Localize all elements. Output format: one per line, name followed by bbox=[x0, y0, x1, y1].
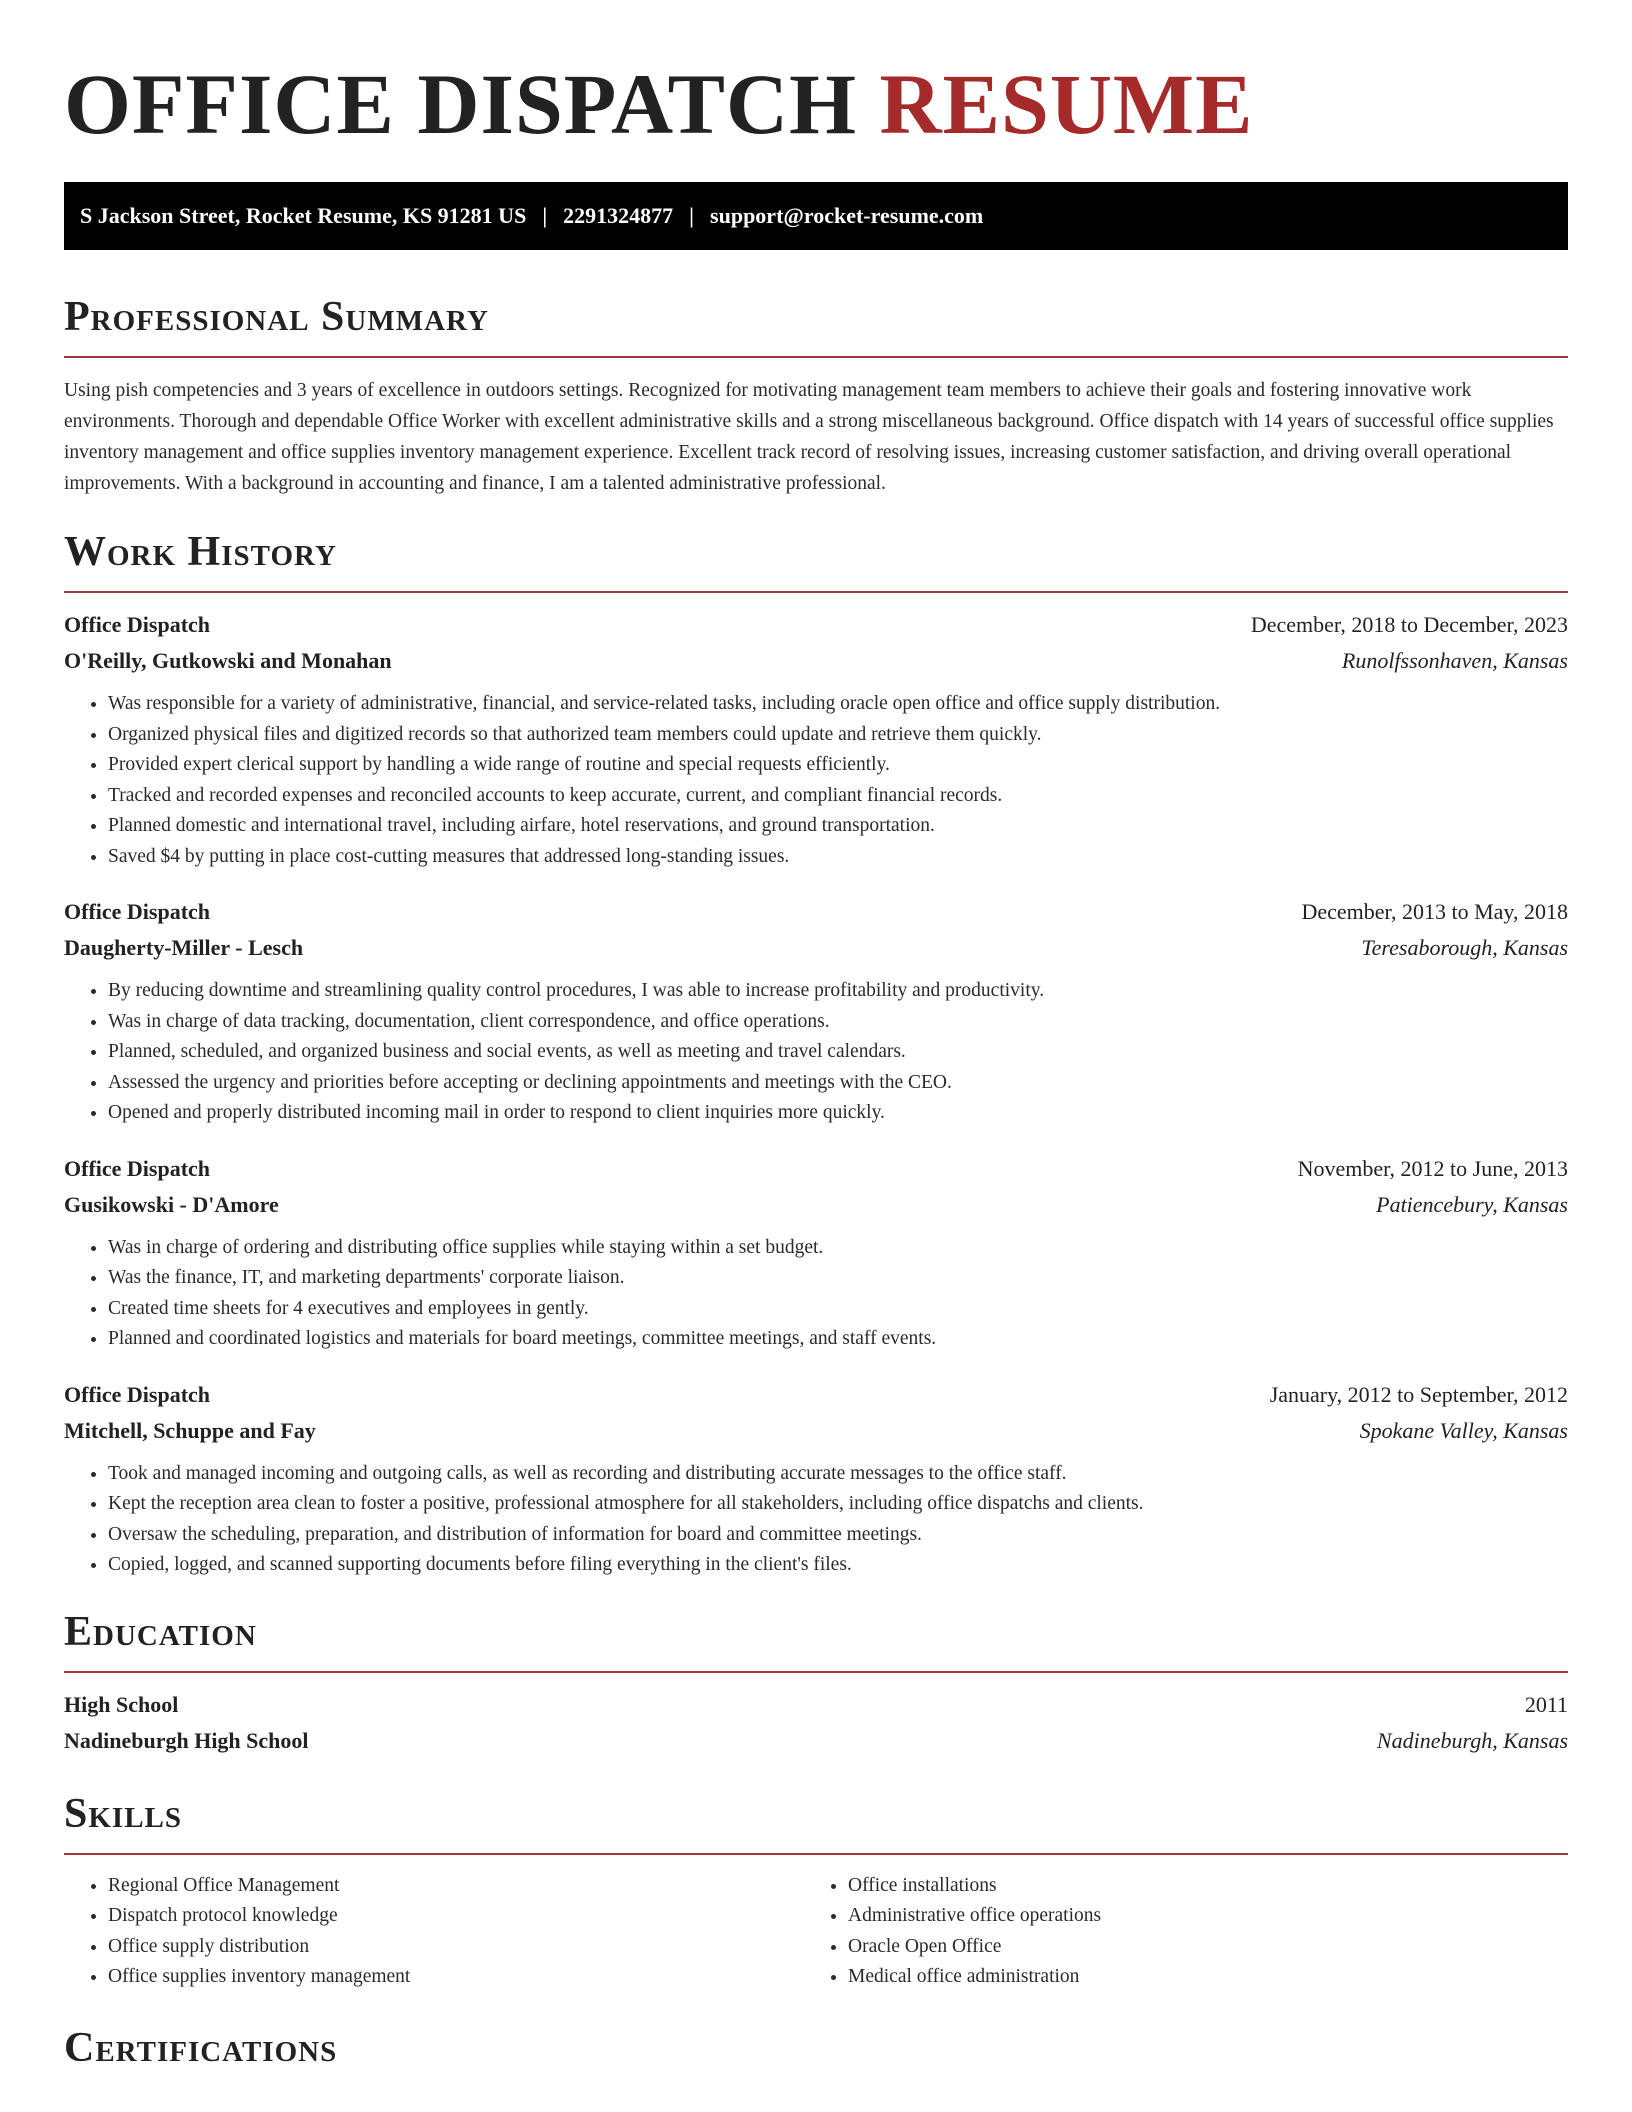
list-item: • Copied, logged, and scanned supporting documents before filing everything in the client's files. bbox=[108, 1550, 1568, 1581]
skills-list-right bbox=[804, 1871, 1544, 1993]
education-row-2 bbox=[64, 1723, 1568, 1759]
list-item: • Planned, scheduled, and organized business and social events, as well as meeting and travel calendars. bbox=[108, 1037, 1568, 1068]
skill-item: • Office installations bbox=[848, 1871, 1544, 1902]
list-item: • Was in charge of ordering and distributing office supplies while staying within a set budget. bbox=[108, 1233, 1568, 1264]
section-title-summary: Professional Summary bbox=[64, 294, 489, 340]
resume-title bbox=[64, 56, 1568, 152]
skill-item: • Administrative office operations bbox=[848, 1901, 1544, 1932]
job-header-row bbox=[64, 1151, 1568, 1187]
section-title-education: Education bbox=[64, 1608, 257, 1655]
section-divider bbox=[64, 591, 1568, 593]
job-dates: December, 2018 to December, 2023 bbox=[1250, 612, 1568, 637]
contact-phone: 2291324877 bbox=[563, 203, 674, 228]
job-company-row bbox=[64, 643, 1568, 679]
job-company: Gusikowski - D'Amore bbox=[64, 1191, 279, 1217]
job-entry bbox=[64, 1377, 1568, 1581]
job-bullets bbox=[64, 976, 1568, 1129]
job-dates: November, 2012 to June, 2013 bbox=[1297, 1155, 1568, 1181]
list-item: • Saved $4 by putting in place cost-cutting measures that addressed long-standing issues. bbox=[108, 842, 1568, 873]
list-item: • Was responsible for a variety of administrative, financial, and service-related tasks, including oracle open office and office supply distribution. bbox=[108, 689, 1568, 720]
education-year: 2011 bbox=[1524, 1691, 1568, 1717]
job-title: Office Dispatch bbox=[64, 1155, 211, 1181]
job-company: Mitchell, Schuppe and Fay bbox=[64, 1417, 316, 1443]
summary-section bbox=[64, 292, 1568, 499]
job-bullets bbox=[64, 1233, 1568, 1355]
list-item: • Oversaw the scheduling, preparation, and distribution of information for board and committee meetings. bbox=[108, 1520, 1568, 1551]
education-location: Nadineburgh, Kansas bbox=[1376, 1727, 1568, 1753]
job-company-row bbox=[64, 1187, 1568, 1223]
summary-text: Using pish competencies and 3 years of excellence in outdoors settings. Recognized for motivating management team members to achieve their goals and fostering innovative work environments. Thorough and dependable Office Worker with excellent administrative skills and a strong miscellaneous background. Office dispatch with 14 years of successful office supplies inventory management and office supplies inventory management experience. Excellent track record of resolving issues, increasing customer satisfaction, and driving overall operational improvements. With a background in accounting and finance, I am a talented administrative professional. bbox=[64, 380, 1554, 494]
education-section bbox=[64, 1607, 1568, 1759]
list-item: • Planned and coordinated logistics and materials for board meetings, committee meetings, and staff events. bbox=[108, 1324, 1568, 1355]
job-title: Office Dispatch bbox=[64, 899, 211, 924]
skills-section bbox=[64, 1789, 1568, 1993]
contact-separator: | bbox=[689, 203, 695, 228]
skill-item: • Medical office administration bbox=[848, 1962, 1544, 1993]
job-bullets bbox=[64, 689, 1568, 872]
skill-item: • Office supplies inventory management bbox=[108, 1962, 804, 1993]
job-header-row bbox=[64, 894, 1568, 930]
education-row-1 bbox=[64, 1687, 1568, 1723]
skill-item: • Regional Office Management bbox=[108, 1871, 804, 1902]
list-item: • Assessed the urgency and priorities before accepting or declining appointments and meetings with the CEO. bbox=[108, 1068, 1568, 1099]
list-item: • Opened and properly distributed incoming mail in order to respond to client inquiries more quickly. bbox=[108, 1098, 1568, 1129]
section-title-certifications: Certifications bbox=[64, 2024, 338, 2071]
job-location: Patiencebury, Kansas bbox=[1376, 1191, 1568, 1217]
section-divider bbox=[64, 1671, 1568, 1673]
job-header-row bbox=[64, 607, 1568, 643]
title-accent: RESUME bbox=[879, 56, 1254, 152]
education-degree: High School bbox=[64, 1691, 179, 1717]
certifications-section bbox=[64, 2023, 1568, 2073]
work-history-section bbox=[64, 527, 1568, 1581]
list-item: • Organized physical files and digitized records so that authorized team members could update and retrieve them quickly. bbox=[108, 720, 1568, 751]
job-header-row bbox=[64, 1377, 1568, 1413]
contact-email: support@rocket-resume.com bbox=[710, 203, 984, 228]
job-title: Office Dispatch bbox=[64, 612, 211, 637]
job-company: O'Reilly, Gutkowski and Monahan bbox=[64, 648, 392, 673]
education-school: Nadineburgh High School bbox=[64, 1727, 309, 1753]
list-item: • Kept the reception area clean to foster a positive, professional atmosphere for all stakeholders, including office dispatchs and clients. bbox=[108, 1489, 1568, 1520]
job-company: Daugherty-Miller - Lesch bbox=[64, 935, 304, 960]
job-company-row bbox=[64, 1413, 1568, 1449]
skills-list-left bbox=[64, 1871, 804, 1993]
job-entry bbox=[64, 607, 1568, 872]
job-list bbox=[64, 607, 1568, 1581]
resume-page bbox=[64, 0, 1568, 2073]
list-item: • Planned domestic and international travel, including airfare, hotel reservations, and ground transportation. bbox=[108, 811, 1568, 842]
list-item: • Was in charge of data tracking, documentation, client correspondence, and office operations. bbox=[108, 1007, 1568, 1038]
education-entry bbox=[64, 1687, 1568, 1759]
list-item: • Took and managed incoming and outgoing calls, as well as recording and distributing accurate messages to the office staff. bbox=[108, 1459, 1568, 1490]
list-item: • Tracked and recorded expenses and reconciled accounts to keep accurate, current, and compliant financial records. bbox=[108, 781, 1568, 812]
contact-separator: | bbox=[542, 203, 548, 228]
list-item: • Created time sheets for 4 executives and employees in gently. bbox=[108, 1294, 1568, 1325]
job-company-row bbox=[64, 930, 1568, 966]
section-divider bbox=[64, 1853, 1568, 1855]
job-dates: December, 2013 to May, 2018 bbox=[1301, 899, 1568, 924]
job-location: Teresaborough, Kansas bbox=[1361, 935, 1568, 960]
section-title-skills: Skills bbox=[64, 1790, 183, 1837]
job-title: Office Dispatch bbox=[64, 1381, 211, 1407]
skill-item: • Office supply distribution bbox=[108, 1932, 804, 1963]
list-item: • By reducing downtime and streamlining quality control procedures, I was able to increase profitability and productivity. bbox=[108, 976, 1568, 1007]
list-item: • Was the finance, IT, and marketing departments' corporate liaison. bbox=[108, 1263, 1568, 1294]
list-item: • Provided expert clerical support by handling a wide range of routine and special requests efficiently. bbox=[108, 750, 1568, 781]
title-main: OFFICE DISPATCH bbox=[64, 56, 858, 152]
section-title-work-history: Work History bbox=[64, 529, 337, 575]
job-location: Spokane Valley, Kansas bbox=[1359, 1417, 1568, 1443]
skill-item: • Dispatch protocol knowledge bbox=[108, 1901, 804, 1932]
skills-grid bbox=[64, 1871, 1568, 1993]
skill-item: • Oracle Open Office bbox=[848, 1932, 1544, 1963]
contact-bar bbox=[64, 182, 1568, 250]
section-divider bbox=[64, 356, 1568, 358]
job-location: Runolfssonhaven, Kansas bbox=[1341, 648, 1568, 673]
job-dates: January, 2012 to September, 2012 bbox=[1269, 1381, 1568, 1407]
job-entry bbox=[64, 894, 1568, 1129]
job-bullets bbox=[64, 1459, 1568, 1581]
job-entry bbox=[64, 1151, 1568, 1355]
contact-address: S Jackson Street, Rocket Resume, KS 91281 US bbox=[80, 203, 527, 228]
